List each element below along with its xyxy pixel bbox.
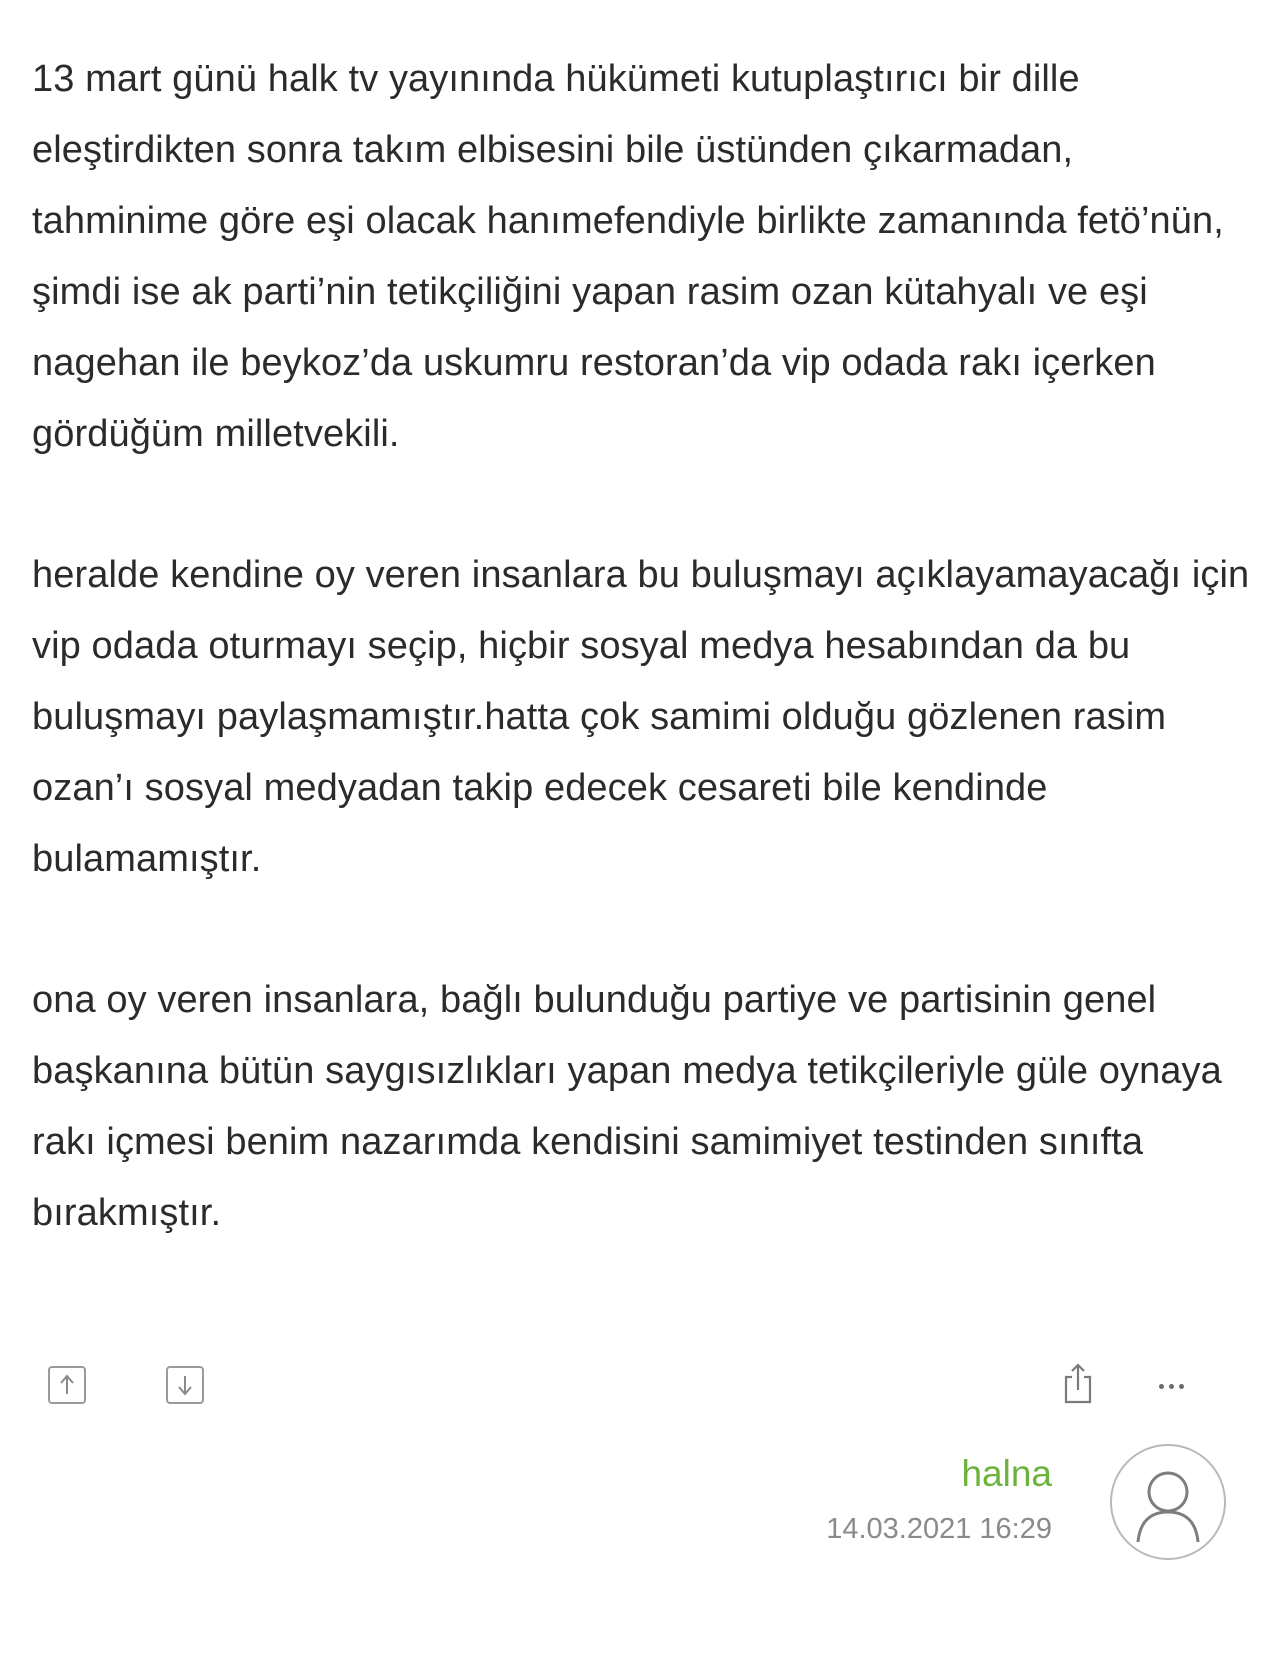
share-button[interactable]	[1058, 1358, 1098, 1408]
entry-date[interactable]: 14.03.2021 16:29	[826, 1513, 1052, 1545]
more-dots-icon	[1179, 1384, 1184, 1389]
entry-action-bar	[48, 1366, 1198, 1410]
entry-paragraph-2: heralde kendine oy veren insanlara bu buluşmayı açıklayamayacağı için vip odada oturmayı seçip, hiçbir sosyal medya hesabından da bu buluşmayı paylaşmamıştır.hatta çok samimi olduğu gözlenen rasim ozan’ı sosyal medyadan takip edecek cesareti bile kendinde bulamamıştır.	[32, 554, 1250, 880]
entry-paragraph-3: ona oy veren insanlara, bağlı bulunduğu partiye ve partisinin genel başkanına bütün saygısızlıkları yapan medya tetikçileriyle güle oynaya rakı içmesi benim nazarımda kendisini samimiyet testinden sınıfta bırakmıştır.	[32, 979, 1222, 1234]
user-avatar-icon	[1112, 1446, 1224, 1558]
share-icon	[1061, 1361, 1095, 1405]
entry	[32, 44, 1252, 1249]
entry-author-block	[826, 1452, 1052, 1546]
author-name-link[interactable]: halna	[961, 1453, 1052, 1494]
more-options-button[interactable]	[1146, 1366, 1196, 1406]
more-dots-icon	[1169, 1384, 1174, 1389]
arrow-down-icon	[175, 1373, 195, 1397]
arrow-up-icon	[57, 1373, 77, 1397]
upvote-button[interactable]	[48, 1366, 86, 1404]
entry-text	[32, 44, 1252, 1249]
downvote-button[interactable]	[166, 1366, 204, 1404]
author-avatar[interactable]	[1110, 1444, 1226, 1560]
entry-paragraph-1: 13 mart günü halk tv yayınında hükümeti kutuplaştırıcı bir dille eleştirdikten sonra takım elbisesini bile üstünden çıkarmadan, tahminime göre eşi olacak hanımefendiyle birlikte zamanında fetö’nün, şimdi ise ak parti’nin tetikçiliğini yapan rasim ozan kütahyalı ve eşi nagehan ile beykoz’da uskumru restoran’da vip odada rakı içerken gördüğüm milletvekili.	[32, 58, 1224, 455]
more-dots-icon	[1159, 1384, 1164, 1389]
